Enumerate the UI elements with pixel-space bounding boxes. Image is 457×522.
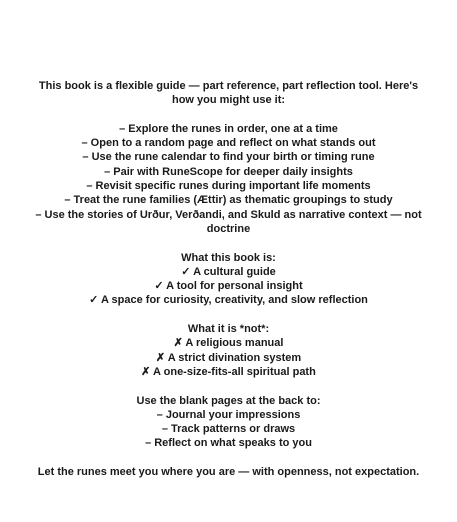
not-heading: What it is *not*:	[187, 323, 270, 336]
blank-pages-item: – Reflect on what speaks to you	[145, 437, 312, 450]
page-text	[34, 79, 423, 479]
closing-line: Let the runes meet you where you are — with openness, not expectation.	[37, 466, 420, 479]
blank-pages-section	[34, 394, 423, 451]
usage-item: – Pair with RuneScope for deeper daily insights	[104, 165, 353, 178]
spacer	[34, 108, 423, 122]
not-item: ✗ A one-size-fits-all spiritual path	[141, 365, 316, 378]
usage-item: – Use the rune calendar to find your birth or timing rune	[82, 151, 375, 164]
spacer	[34, 379, 423, 393]
usage-item: – Treat the rune families (Ættir) as thematic groupings to study	[64, 194, 393, 207]
spacer	[34, 451, 423, 465]
not-item: ✗ A religious manual	[173, 337, 284, 350]
not-section	[34, 322, 423, 379]
is-section	[34, 251, 423, 308]
is-item: ✓ A cultural guide	[181, 265, 276, 278]
spacer	[34, 236, 423, 250]
intro-paragraph: This book is a flexible guide — part reference, part reflection tool. Here's how you might use it:	[38, 80, 419, 107]
usage-item: – Use the stories of Urður, Verðandi, and Skuld as narrative context — not doctrine	[35, 208, 422, 235]
blank-pages-heading: Use the blank pages at the back to:	[136, 394, 321, 407]
spacer	[34, 308, 423, 322]
usage-item: – Revisit specific runes during important life moments	[86, 180, 371, 193]
blank-pages-item: – Track patterns or draws	[161, 423, 296, 436]
is-heading: What this book is:	[181, 251, 276, 264]
not-item: ✗ A strict divination system	[155, 351, 302, 364]
usage-item: – Explore the runes in order, one at a time	[119, 122, 338, 135]
is-item: ✓ A tool for personal insight	[154, 280, 303, 293]
usage-item: – Open to a random page and reflect on what stands out	[81, 137, 376, 150]
is-item: ✓ A space for curiosity, creativity, and slow reflection	[89, 294, 368, 307]
usage-list	[34, 122, 423, 236]
blank-pages-item: – Journal your impressions	[156, 408, 301, 421]
